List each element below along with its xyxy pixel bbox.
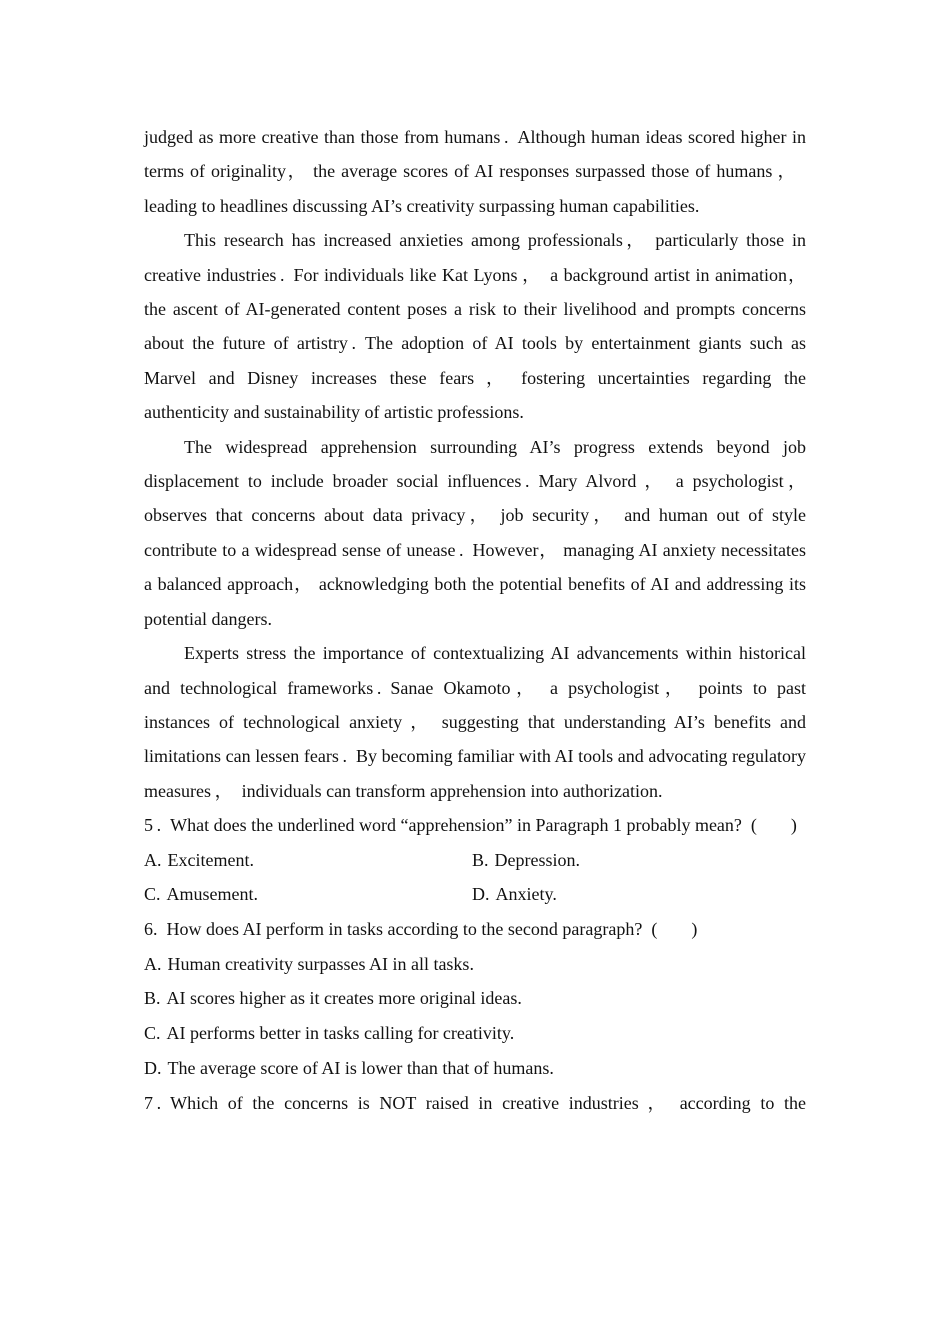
option-letter: A.: [144, 953, 162, 974]
option-letter: D.: [144, 1057, 162, 1078]
option-text: AI scores higher as it creates more original ideas.: [166, 988, 522, 1009]
option-letter: C.: [144, 1023, 161, 1044]
answer-blank-close: ): [691, 918, 698, 939]
question-6: [144, 912, 806, 1086]
option-d[interactable]: [144, 1051, 806, 1086]
option-text: The average score of AI is lower than that of humans.: [167, 1057, 554, 1078]
passage-paragraph-2: This research has increased anxieties among professionals， particularly those in creative industries . For individuals like Kat Lyons ， a background artist in animation， the ascent of AI-generated content poses a risk to their livelihood and prompts concerns about the future of artistry . The adoption of AI tools by entertainment giants such as Marvel and Disney increases these fears ， fostering uncertainties regarding the authenticity and sustainability of artistic professions.: [144, 230, 806, 423]
option-text: Depression.: [494, 849, 580, 870]
answer-blank-open: (: [750, 815, 757, 836]
question-7: [144, 1086, 806, 1120]
option-d[interactable]: [472, 877, 800, 912]
option-letter: D.: [472, 884, 490, 905]
answer-blank-close: ): [790, 815, 797, 836]
option-a[interactable]: [144, 947, 806, 982]
option-text: AI performs better in tasks calling for creativity.: [166, 1023, 515, 1044]
question-5: [144, 808, 806, 912]
option-c[interactable]: [144, 877, 472, 912]
option-text: Human creativity surpasses AI in all tasks.: [167, 953, 474, 974]
passage-paragraph-continued: judged as more creative than those from humans . Although human ideas scored higher in terms of originality， the average scores of AI responses surpassed those of humans ， leading to headlines discussing AI’s creativity surpassing human capabilities.: [144, 127, 806, 216]
question-number: 6.: [144, 918, 158, 939]
option-letter: C.: [144, 884, 161, 905]
question-6-stem-line: [144, 912, 806, 947]
option-letter: A.: [144, 849, 162, 870]
option-text: Excitement.: [167, 849, 254, 870]
question-stem: How does AI perform in tasks according to the second paragraph?: [166, 918, 643, 939]
question-5-stem-line: [144, 808, 806, 842]
option-a[interactable]: [144, 843, 472, 878]
option-b[interactable]: [144, 981, 806, 1016]
passage-paragraph-3: The widespread apprehension surrounding AI’s progress extends beyond job displacement to include broader social influences . Mary Alvord ， a psychologist， observes that concerns about data privacy， job security， and human out of style contribute to a widespread sense of unease . However， managing AI anxiety necessitates a balanced approach， acknowledging both the potential benefits of AI and addressing its potential dangers.: [144, 436, 806, 629]
passage-paragraph-4: Experts stress the importance of contextualizing AI advancements within historical and technological frameworks . Sanae Okamoto， a psychologist， points to past instances of technological anxiety ， suggesting that understanding AI’s benefits and limitations can lessen fears . By becoming familiar with AI tools and advocating regulatory measures ， individuals can transform apprehension into authorization.: [144, 643, 806, 801]
option-text: Amusement.: [166, 884, 259, 905]
document-page: [144, 120, 806, 1120]
question-7-stem-line: [144, 1086, 806, 1120]
question-5-options-row-2: [144, 877, 806, 912]
question-number: 5 .: [144, 815, 162, 836]
question-number: 7 .: [144, 1092, 162, 1113]
option-letter: B.: [472, 849, 489, 870]
option-letter: B.: [144, 988, 161, 1009]
question-stem: What does the underlined word “apprehension” in Paragraph 1 probably mean?: [170, 815, 742, 836]
option-c[interactable]: [144, 1016, 806, 1051]
option-b[interactable]: [472, 843, 800, 878]
question-stem: Which of the concerns is NOT raised in creative industries ， according to the: [170, 1092, 806, 1113]
option-text: Anxiety.: [495, 884, 557, 905]
question-5-options-row-1: [144, 843, 806, 878]
answer-blank-open: (: [651, 918, 658, 939]
